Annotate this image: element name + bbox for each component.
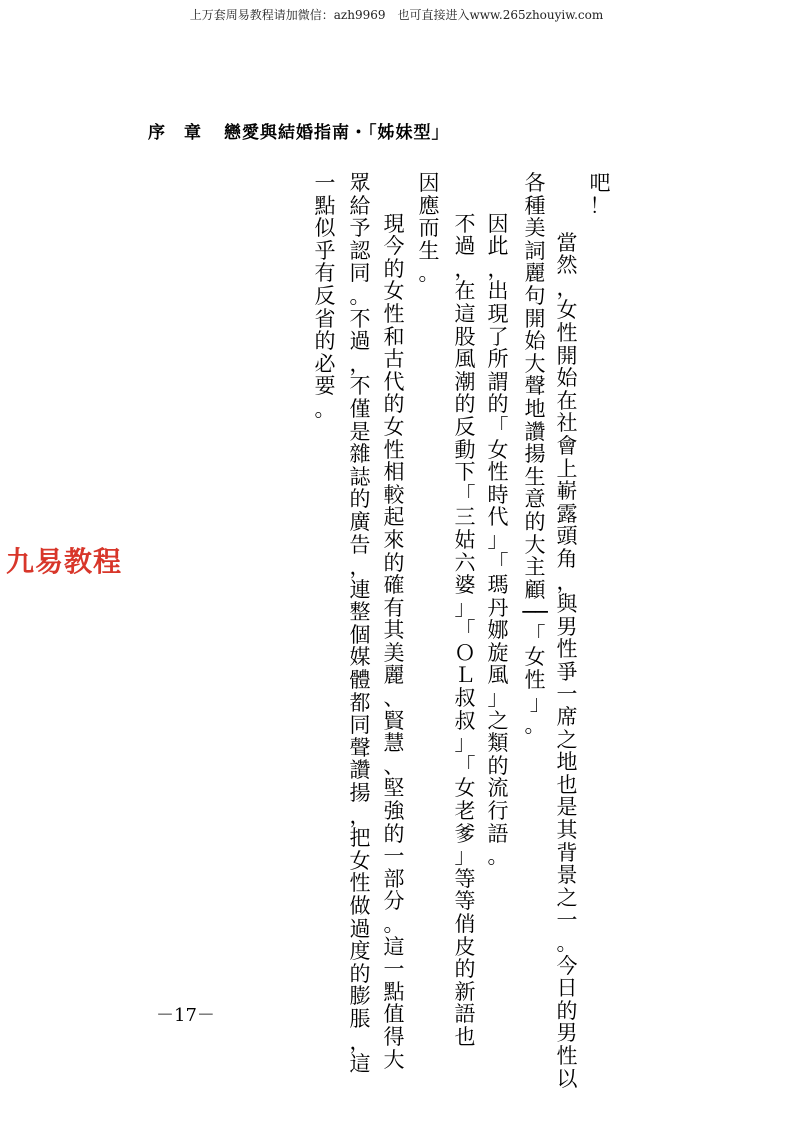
text-column: 當然，女性開始在社會上嶄露頭角，與男性爭一席之地也是其背景之一。今日的男性以 [556,208,578,1091]
text-column: 因此，出現了所謂的「女性時代」「瑪丹娜旋風」之類的流行語。 [487,189,509,869]
text-column: 一點似乎有反省的必要。 [314,171,336,421]
running-head [148,118,450,143]
text-column: 眾給予認同。不過，不僅是雜誌的廣告，連整個媒體都同聲讚揚，把女性做過度的膨脹，這 [349,171,371,1077]
text-column: 吧！ [589,171,611,218]
chapter-label: 序 章 [148,123,202,143]
text-column: 各種美詞麗句開始大聲地讚揚生意的大主顧──「女性」。 [522,171,548,738]
running-head-title: 戀愛與結婚指南・「姊妹型」 [224,123,450,143]
text-column: 因應而生。 [418,171,440,286]
watermark-logo: 九易教程 [6,545,123,578]
top-banner: 上万套周易教程请加微信：azh9969 也可直接进入www.265zhouyiw.com [189,8,604,22]
text-column: 現今的女性和古代的女性相較起來的確有其美麗、賢慧、堅強的一部分。這一點值得大 [383,189,405,1072]
page-number: －17－ [156,1005,215,1026]
text-column: 不過，在這股風潮的反動下「三姑六婆」「ＯＬ叔叔」「女老爹」等等俏皮的新語也 [454,189,476,1049]
